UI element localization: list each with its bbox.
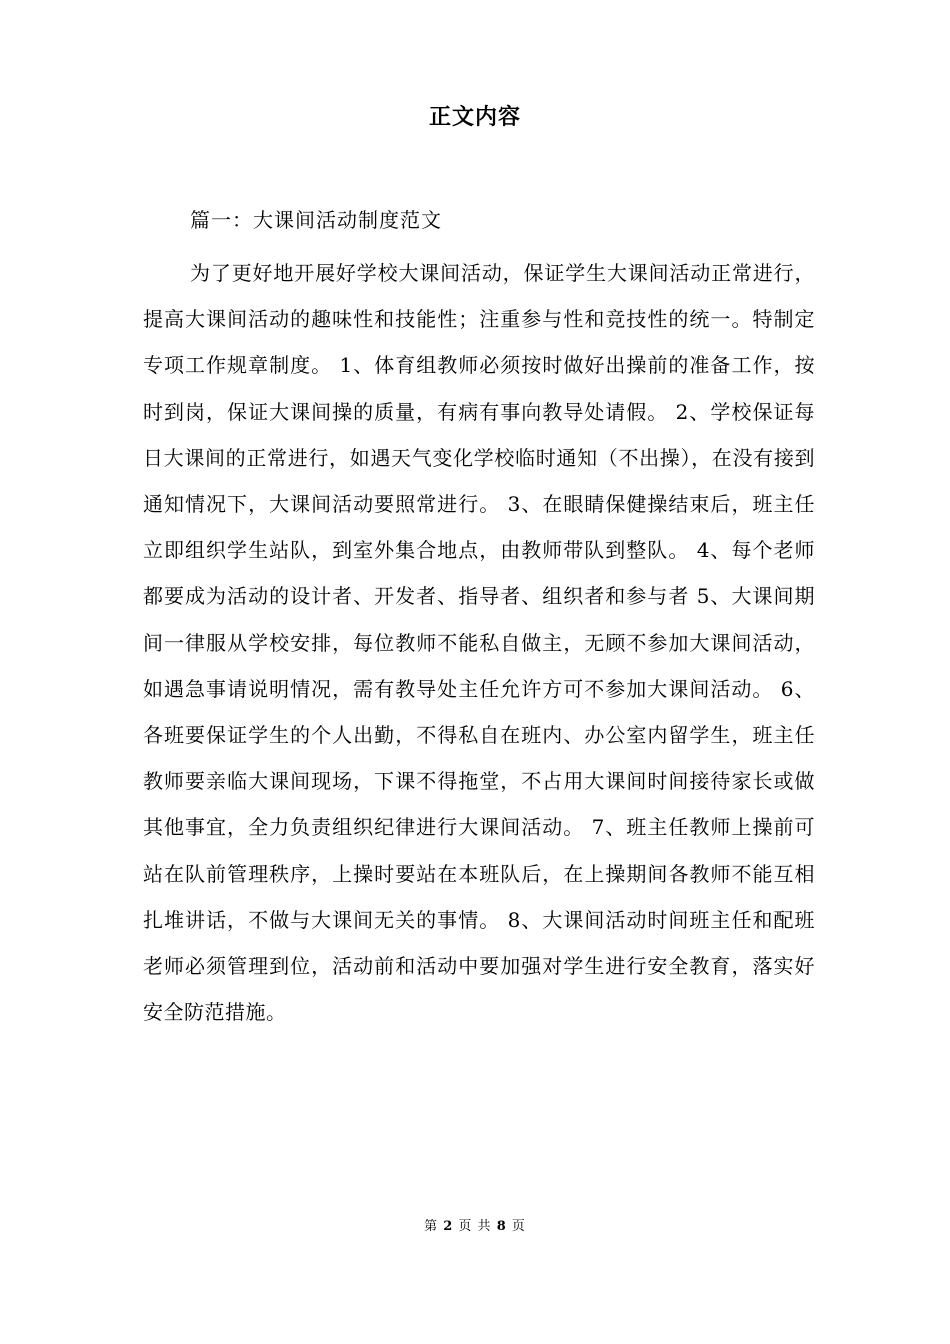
footer-total-pages: 8	[496, 1219, 507, 1234]
footer-middle: 页 共	[458, 1219, 492, 1234]
page-title: 正文内容	[428, 104, 521, 130]
body-paragraph: 为了更好地开展好学校大课间活动，保证学生大课间活动正常进行，提高大课间活动的趣味性和技能性；注重参与性和竞技性的统一。特制定专项工作规章制度。 1、体育组教师必须按时做好出操前的准备工作，按时到岗，保证大课间操的质量，有病有事向教导处请假。 2、学校保证每日大课间的正常进行，如遇天气变化学校临时通知（不出操），在没有接到通知情况下，大课间活动要照常进行。 3、在眼睛保健操结束后，班主任立即组织学生站队，到室外集合地点，由教师带队到整队。 4、每个老师都要成为活动的设计者、开发者、指导者、组织者和参与者 5、大课间期间一律服从学校安排，每位教师不能私自做主，无顾不参加大课间活动，如遇急事请说明情况，需有教导处主任允许方可不参加大课间活动。 6、各班要保证学生的个人出勤，不得私自在班内、办公室内留学生，班主任教师要亲临大课间现场，下课不得拖堂，不占用大课间时间接待家长或做其他事宜，全力负责组织纪律进行大课间活动。 7、班主任教师上操前可站在队前管理秩序，上操时要站在本班队后，在上操期间各教师不能互相扎堆讲话，不做与大课间无关的事情。 8、大课间活动时间班主任和配班老师必须管理到位，活动前和活动中要加强对学生进行安全教育，落实好安全防范措施。	[143, 261, 815, 1025]
footer-current-page: 2	[443, 1219, 454, 1234]
footer-prefix: 第	[424, 1219, 439, 1234]
page-footer	[0, 1217, 950, 1237]
footer-suffix: 页	[511, 1219, 526, 1234]
section-heading: 篇一：大课间活动制度范文	[190, 208, 442, 232]
